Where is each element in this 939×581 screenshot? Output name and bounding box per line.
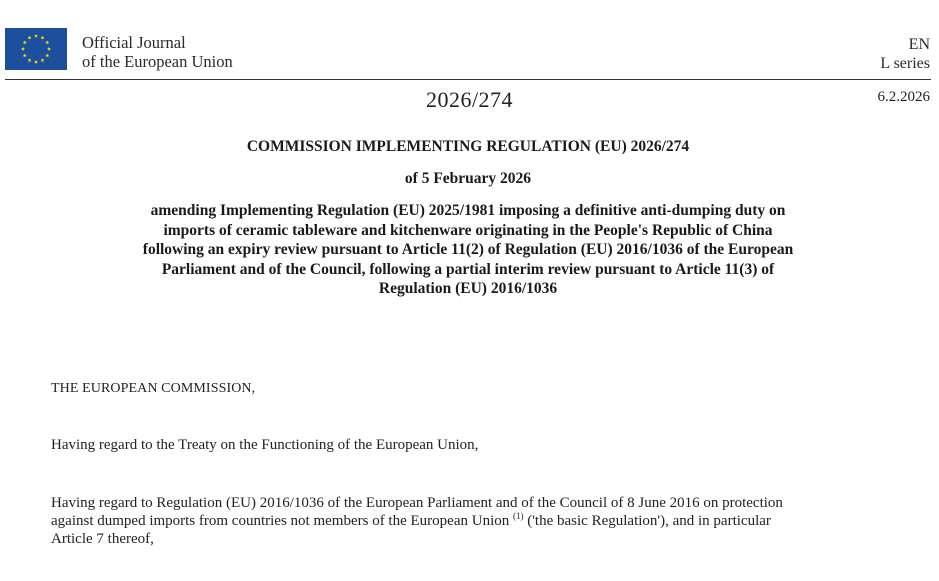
journal-title: [82, 33, 233, 71]
footnote-reference-link[interactable]: (1): [512, 511, 524, 521]
recital-line: Having regard to Regulation (EU) 2016/1036 of the European Parliament and of the Council of 8 June 2016 on protection: [51, 495, 783, 511]
regulation-subject: [70, 201, 866, 299]
subject-line: imports of ceramic tableware and kitchenware originating in the People's Republic of China: [163, 221, 773, 239]
eu-stars-graphic: [5, 28, 67, 70]
regulation-date: of 5 February 2026: [404, 170, 532, 187]
series-label: L series: [880, 55, 930, 72]
subject-line: Regulation (EU) 2016/1036: [378, 280, 558, 297]
subject-line: following an expiry review pursuant to Article 11(2) of Regulation (EU) 2016/1036 of the European: [142, 241, 794, 258]
recital-treaty: Having regard to the Treaty on the Functioning of the European Union,: [51, 437, 479, 453]
recital-line-text: ('the basic Regulation'), and in particular: [527, 513, 771, 529]
recital-line-text: against dumped imports from countries not members of the European Union: [51, 513, 510, 529]
recital-basic-regulation: [51, 494, 901, 548]
journal-title-line1: Official Journal: [82, 33, 186, 52]
recital-line: Article 7 thereof,: [51, 531, 154, 547]
header-divider: [5, 79, 931, 80]
language-series: [880, 35, 930, 73]
subject-line: amending Implementing Regulation (EU) 2025/1981 imposing a definitive anti-dumping duty on: [150, 202, 786, 219]
enacting-authority: THE EUROPEAN COMMISSION,: [51, 381, 256, 396]
journal-title-line2: of the European Union: [82, 52, 233, 71]
subject-line: Parliament and of the Council, following a partial interim review pursuant to Article 11(3) of: [161, 260, 775, 278]
regulation-title: COMMISSION IMPLEMENTING REGULATION (EU) 2026/274: [246, 138, 690, 155]
recital-line: [51, 512, 901, 530]
language-code: EN: [908, 36, 930, 53]
document-number: 2026/274: [425, 87, 514, 112]
publication-date: 6.2.2026: [877, 89, 930, 105]
eu-flag-icon: [5, 28, 67, 70]
journal-header: [0, 0, 939, 80]
